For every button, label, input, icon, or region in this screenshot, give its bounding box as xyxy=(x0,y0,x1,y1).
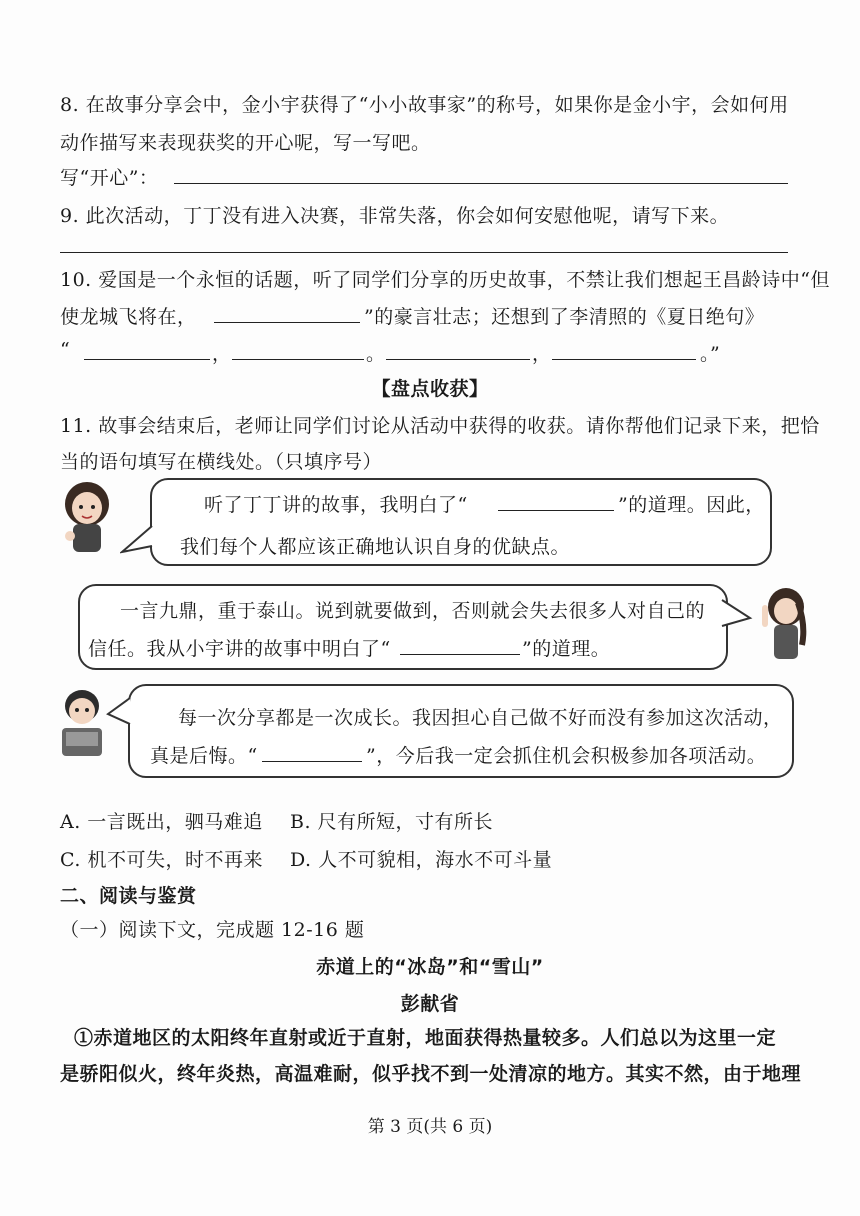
bubble-2-line2a: 信任。我从小宇讲的故事中明白了“ xyxy=(88,638,391,660)
bubble-1-line1b: ”的道理。因此， xyxy=(618,494,765,516)
q10-period-1: 。 xyxy=(366,343,386,365)
section-2-heading: 二、阅读与鉴赏 xyxy=(60,885,197,907)
q10-comma-1: ， xyxy=(212,343,232,365)
option-b: B. 尺有所短，寸有所长 xyxy=(290,811,494,833)
bubble-1-line2: 我们每个人都应该正确地认识自身的优缺点。 xyxy=(180,536,571,558)
q9-line1: 9. 此次活动，丁丁没有进入决赛，非常失落，你会如何安慰他呢，请写下来。 xyxy=(60,205,730,227)
bubble-3-blank[interactable] xyxy=(262,761,362,762)
q8-line1: 8. 在故事分享会中，金小宇获得了“小小故事家”的称号，如果你是金小宇，会如何用 xyxy=(60,94,789,116)
bubble-2-blank[interactable] xyxy=(400,654,520,655)
bubble-3-tail xyxy=(106,696,132,730)
bubble-2-line1: 一言九鼎，重于泰山。说到就要做到，否则就会失去很多人对自己的 xyxy=(120,600,706,622)
q8-prompt: 写“开心”： xyxy=(60,167,159,189)
option-d: D. 人不可貌相，海水不可斗量 xyxy=(290,849,553,871)
q10-comma-2: ， xyxy=(532,343,552,365)
q10-line2a: 使龙城飞将在， xyxy=(60,306,197,328)
option-a: A. 一言既出，驷马难追 xyxy=(60,811,263,833)
girl-waving-avatar-icon xyxy=(756,585,818,665)
article-title: 赤道上的“冰岛”和“雪山” xyxy=(316,956,544,978)
bubble-3-line2b: ”，今后我一定会抓住机会积极参加各项活动。 xyxy=(366,745,767,767)
q10-line2b: ”的豪言壮志；还想到了李清照的《夏日绝句》 xyxy=(364,306,765,328)
article-p1-line2: 是骄阳似火，终年炎热，高温难耐，似乎找不到一处清凉的地方。其实不然，由于地理 xyxy=(60,1063,802,1085)
q10-blank-3[interactable] xyxy=(232,359,364,360)
article-author: 彭献省 xyxy=(400,993,460,1015)
reading-intro: （一）阅读下文，完成题 12-16 题 xyxy=(60,919,365,941)
q10-end: 。” xyxy=(700,343,721,365)
q8-answer-line[interactable] xyxy=(174,183,788,184)
q10-open-quote: “ xyxy=(60,339,71,361)
option-c: C. 机不可失，时不再来 xyxy=(60,849,263,871)
boy-avatar-icon xyxy=(52,684,114,764)
bubble-1-tail xyxy=(120,524,154,564)
q10-blank-1[interactable] xyxy=(214,322,360,323)
q10-blank-2[interactable] xyxy=(84,359,210,360)
q11-line1: 11. 故事会结束后，老师让同学们讨论从活动中获得的收获。请你帮他们记录下来，把恰 xyxy=(60,415,820,437)
q8-line2: 动作描写来表现获奖的开心呢，写一写吧。 xyxy=(60,132,431,154)
bubble-3-line2a: 真是后悔。“ xyxy=(150,745,258,767)
bubble-1-blank[interactable] xyxy=(498,510,614,511)
bubble-2-line2b: ”的道理。 xyxy=(522,638,611,660)
bubble-2-tail xyxy=(720,596,754,636)
page-footer: 第 3 页(共 6 页) xyxy=(367,1117,493,1137)
q10-blank-4[interactable] xyxy=(386,359,530,360)
article-p1-line1: ①赤道地区的太阳终年直射或近于直射，地面获得热量较多。人们总以为这里一定 xyxy=(74,1027,777,1049)
q10-blank-5[interactable] xyxy=(552,359,696,360)
q11-line2: 当的语句填写在横线处。（只填序号） xyxy=(60,451,383,473)
q10-line1: 10. 爱国是一个永恒的话题，听了同学们分享的历史故事，不禁让我们想起王昌龄诗中“但 xyxy=(60,269,830,291)
section-harvest-heading: 【盘点收获】 xyxy=(371,378,489,400)
bubble-3-line1: 每一次分享都是一次成长。我因担心自己做不好而没有参加这次活动， xyxy=(178,707,783,729)
girl-avatar-icon xyxy=(58,478,116,556)
bubble-1-line1a: 听了丁丁讲的故事，我明白了“ xyxy=(204,494,468,516)
q9-answer-line[interactable] xyxy=(60,252,788,253)
